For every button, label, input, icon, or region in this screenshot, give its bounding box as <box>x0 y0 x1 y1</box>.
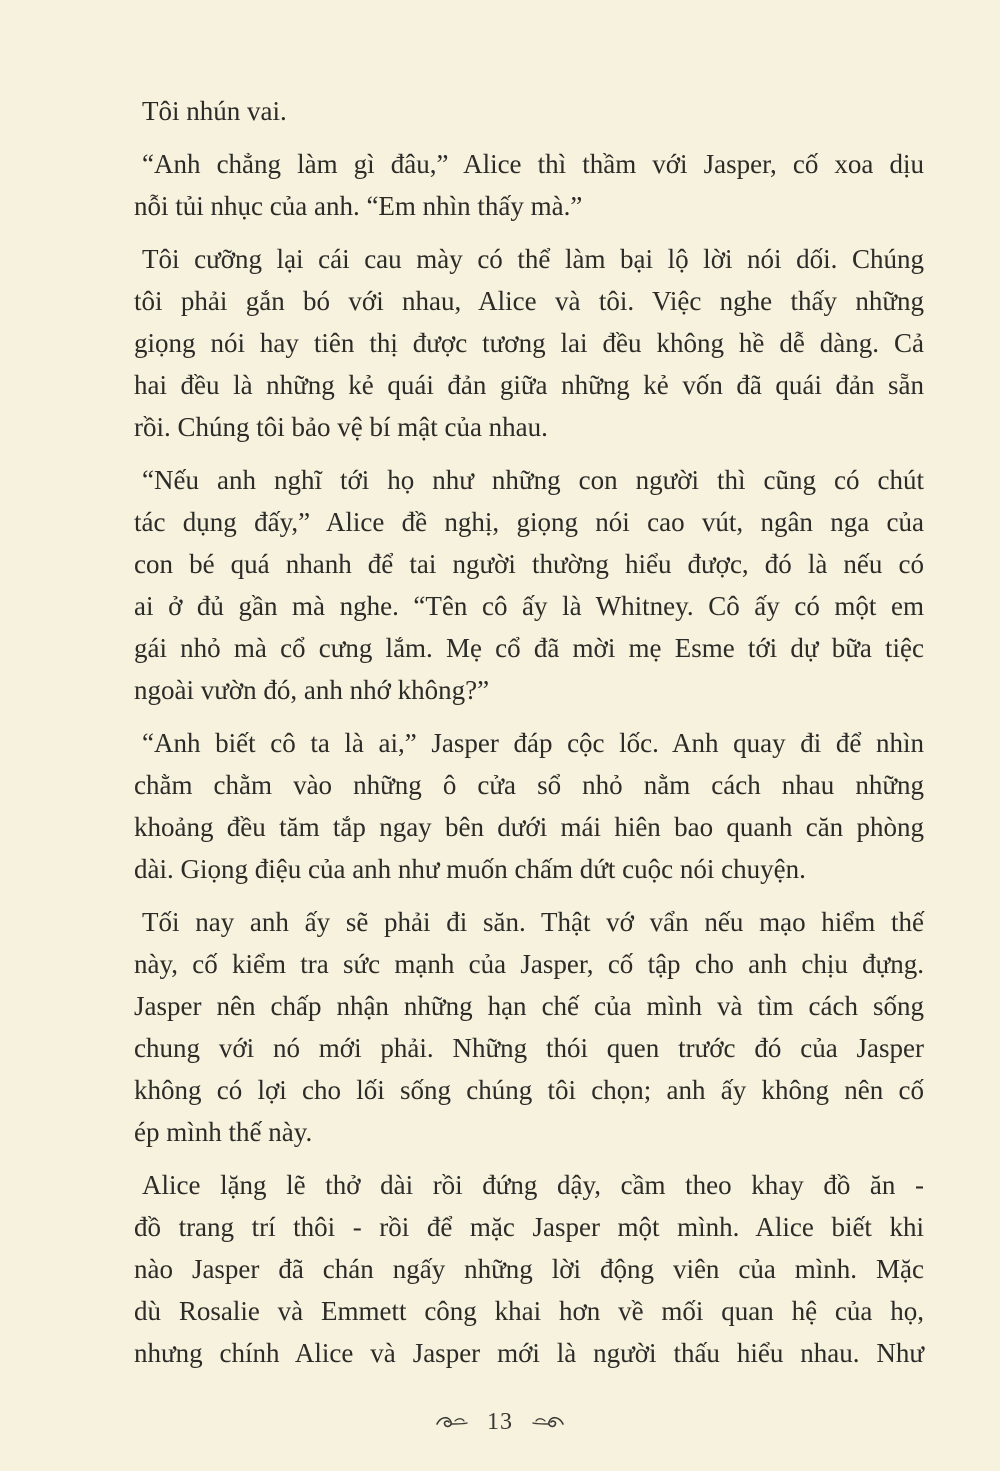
text-line: ép mình thế này. <box>134 1117 313 1147</box>
text-line: con bé quá nhanh để tai người thường hiểu được, đó là nếu có <box>134 549 924 579</box>
text-line: tác dụng đấy,” Alice đề nghị, giọng nói cao vút, ngân nga của <box>134 507 924 537</box>
text-line: hai đều là những kẻ quái đản giữa những kẻ vốn đã quái đản sẵn <box>134 370 924 400</box>
page-number: 13 <box>487 1409 513 1435</box>
text-line: dù Rosalie và Emmett công khai hơn về mối quan hệ của họ, <box>134 1296 924 1326</box>
text-line: giọng nói hay tiên thị được tương lai đều không hề dễ dàng. Cả <box>134 328 924 358</box>
body-text <box>134 90 924 1385</box>
paragraph <box>134 90 924 132</box>
text-line: ngoài vườn đó, anh nhớ không?” <box>134 675 490 705</box>
text-line: “Anh biết cô ta là ai,” Jasper đáp cộc lốc. Anh quay đi để nhìn <box>142 728 924 758</box>
text-line: chung với nó mới phải. Những thói quen trước đó của Jasper <box>134 1033 924 1063</box>
paragraph <box>134 459 924 711</box>
swirl-ornament-icon <box>435 1412 469 1432</box>
paragraph <box>134 722 924 890</box>
paragraph <box>134 143 924 227</box>
text-line: Alice lặng lẽ thở dài rồi đứng dậy, cầm theo khay đồ ăn - <box>142 1170 924 1200</box>
text-line: Tôi cưỡng lại cái cau mày có thể làm bại lộ lời nói dối. Chúng <box>142 244 924 274</box>
text-line: không có lợi cho lối sống chúng tôi chọn; anh ấy không nên cố <box>134 1075 924 1105</box>
text-line: nào Jasper đã chán ngấy những lời động viên của mình. Mặc <box>134 1254 924 1284</box>
text-line: Tôi nhún vai. <box>142 96 287 126</box>
text-line: “Nếu anh nghĩ tới họ như những con người thì cũng có chút <box>142 465 924 495</box>
text-line: Tối nay anh ấy sẽ phải đi săn. Thật vớ vẩn nếu mạo hiểm thế <box>142 907 924 937</box>
paragraph <box>134 238 924 448</box>
paragraph <box>134 1164 924 1374</box>
text-line: nhưng chính Alice và Jasper mới là người thấu hiểu nhau. Như <box>134 1338 924 1368</box>
text-line: Jasper nên chấp nhận những hạn chế của mình và tìm cách sống <box>134 991 924 1021</box>
text-line: chằm chằm vào những ô cửa sổ nhỏ nằm cách nhau những <box>134 770 924 800</box>
text-line: ai ở đủ gần mà nghe. “Tên cô ấy là Whitney. Cô ấy có một em <box>134 591 924 621</box>
text-line: “Anh chẳng làm gì đâu,” Alice thì thầm với Jasper, cố xoa dịu <box>142 149 924 179</box>
paragraph <box>134 901 924 1153</box>
text-line: dài. Giọng điệu của anh như muốn chấm dứt cuộc nói chuyện. <box>134 854 806 884</box>
swirl-ornament-icon <box>531 1412 565 1432</box>
text-line: gái nhỏ mà cổ cưng lắm. Mẹ cổ đã mời mẹ Esme tới dự bữa tiệc <box>134 633 924 663</box>
page-footer <box>0 1402 1000 1442</box>
text-line: này, cố kiểm tra sức mạnh của Jasper, cố tập cho anh chịu đựng. <box>134 949 924 979</box>
text-line: nỗi tủi nhục của anh. “Em nhìn thấy mà.” <box>134 191 583 221</box>
text-line: rồi. Chúng tôi bảo vệ bí mật của nhau. <box>134 412 548 442</box>
text-line: khoảng đều tăm tắp ngay bên dưới mái hiên bao quanh căn phòng <box>134 812 924 842</box>
text-line: đồ trang trí thôi - rồi để mặc Jasper một mình. Alice biết khi <box>134 1212 924 1242</box>
text-line: tôi phải gắn bó với nhau, Alice và tôi. Việc nghe thấy những <box>134 286 924 316</box>
